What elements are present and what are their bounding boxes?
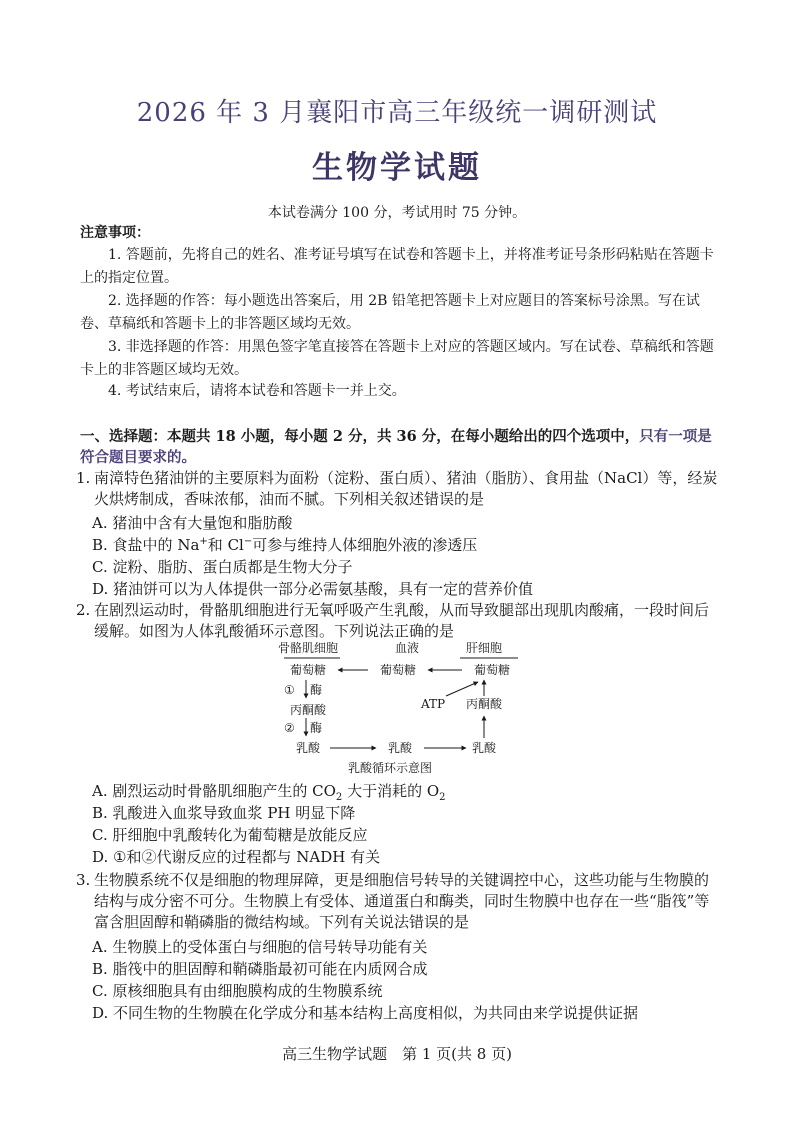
q3-option-b: B. 脂筏中的胆固醇和鞘磷脂最初可能在内质网合成	[92, 960, 428, 978]
q1-option-a: A. 猪油中含有大量饱和脂肪酸	[92, 514, 293, 532]
q2-option-a-text: 大于消耗的 O	[342, 782, 440, 800]
enzyme-2-label: 酶	[310, 721, 323, 735]
muscle-pyruvate: 丙酮酸	[289, 703, 327, 717]
diagram-caption: 乳酸循环示意图	[347, 761, 433, 775]
question-1-stem	[76, 468, 720, 510]
exam-meta: 本试卷满分 100 分，考试用时 75 分钟。	[267, 205, 527, 221]
question-text: 生物膜系统不仅是细胞的物理屏障，更是细胞信号转导的关键调控中心，这些功能与生物膜的结构与成分密不可分。生物膜上有受体、通道蛋白和酶类，同时生物膜中也存在一些“脂筏”等富含胆固醇和鞘磷脂的微结构域。下列有关说法错误的是	[94, 871, 710, 931]
enzyme-1-label: 酶	[310, 683, 323, 697]
q3-option-a: A. 生物膜上的受体蛋白与细胞的信号转导功能有关	[92, 938, 428, 956]
atp-label: ATP	[420, 697, 446, 711]
exam-subject-title: 生物学试题	[312, 150, 482, 186]
step-2-marker: ②	[284, 721, 295, 735]
question-text: 在剧烈运动时，骨骼肌细胞进行无氧呼吸产生乳酸，从而导致腿部出现肌肉酸痛，一段时间后缓解。如图为人体乳酸循环示意图。下列说法正确的是	[94, 601, 710, 640]
q1-option-b-sup: −	[243, 536, 253, 547]
q1-option-b-sup: +	[199, 536, 208, 547]
q2-option-a-sub: 2	[335, 792, 343, 803]
q1-option-b	[92, 534, 477, 555]
q1-option-d: D. 猪油饼可以为人体提供一部分必需氨基酸，具有一定的营养价值	[92, 580, 534, 598]
q1-option-b-text: B. 食盐中的 Na	[92, 536, 200, 554]
question-number: 2.	[76, 601, 91, 619]
q2-option-c: C. 肝细胞中乳酸转化为葡萄糖是放能反应	[92, 826, 368, 844]
page-footer: 高三生物学试题 第 1 页(共 8 页)	[282, 1045, 512, 1063]
exam-title: 2026 年 3 月襄阳市高三年级统一调研测试	[136, 98, 658, 128]
question-number: 1.	[76, 469, 91, 487]
notice-item: 2. 选择题的作答：每小题选出答案后，用 2B 铅笔把答题卡上对应题目的答案标号涂黑。写在试卷、草稿纸和答题卡上的非答题区域均无效。	[80, 293, 700, 332]
q3-option-d: D. 不同生物的生物膜在化学成分和基本结构上高度相似，为共同由来学说提供证据	[92, 1004, 639, 1022]
q2-option-b: B. 乳酸进入血浆导致血浆 PH 明显下降	[92, 804, 356, 822]
question-2-stem	[76, 600, 720, 642]
notice-item: 4. 考试结束后，请将本试卷和答题卡一并上交。	[108, 383, 406, 399]
q1-option-b-text: 可参与维持人体细胞外液的渗透压	[252, 536, 478, 554]
q2-option-a-sub: 2	[439, 792, 446, 803]
question-3-stem	[76, 870, 720, 933]
q3-option-c: C. 原核细胞具有由细胞膜构成的生物膜系统	[92, 982, 383, 1000]
muscle-glucose: 葡萄糖	[289, 663, 327, 677]
notice-heading: 注意事项：	[80, 225, 150, 241]
question-text: 南漳特色猪油饼的主要原料为面粉（淀粉、蛋白质）、猪油（脂肪）、食用盐（NaCl）等，经炭火烘烤制成，香味浓郁，油而不腻。下列相关叙述错误的是	[94, 469, 718, 508]
label-liver-cell: 肝细胞	[465, 641, 503, 655]
question-number: 3.	[76, 871, 91, 889]
liver-pyruvate: 丙酮酸	[465, 697, 503, 711]
step-1-marker: ①	[284, 683, 295, 697]
label-muscle-cell: 骨骼肌细胞	[277, 641, 339, 655]
q1-option-c: C. 淀粉、脂肪、蛋白质都是生物大分子	[92, 558, 353, 576]
q1-option-b-text: 和 Cl	[207, 536, 244, 554]
notice-item: 3. 非选择题的作答：用黑色签字笔直接答在答题卡上对应的答题区域内。写在试卷、草稿纸和答题卡上的非答题区域均无效。	[80, 339, 714, 378]
q2-option-a-text: A. 剧烈运动时骨骼肌细胞产生的 CO	[92, 782, 336, 800]
section-highlight: 只有一项是符合题目要求的。	[80, 428, 712, 466]
muscle-lactate: 乳酸	[295, 741, 321, 755]
section-intro: 一、选择题：本题共 18 小题，每小题 2 分，共 36 分，在每小题给出的四个选项中，	[80, 428, 640, 445]
q2-option-a	[92, 780, 446, 803]
arrow-atp-to-glucose	[446, 682, 478, 696]
liver-glucose: 葡萄糖	[473, 663, 511, 677]
notice-item: 1. 答题前，先将自己的姓名、准考证号填写在试卷和答题卡上，并将准考证号条形码粘贴在答题卡上的指定位置。	[80, 247, 714, 286]
section-instruction	[80, 426, 720, 468]
liver-lactate: 乳酸	[471, 741, 497, 755]
lactic-acid-cycle-diagram	[270, 640, 540, 775]
q2-option-d: D. ①和②代谢反应的过程都与 NADH 有关	[92, 848, 381, 866]
label-blood: 血液	[394, 641, 420, 655]
blood-lactate: 乳酸	[387, 741, 413, 755]
blood-glucose: 葡萄糖	[379, 663, 417, 677]
